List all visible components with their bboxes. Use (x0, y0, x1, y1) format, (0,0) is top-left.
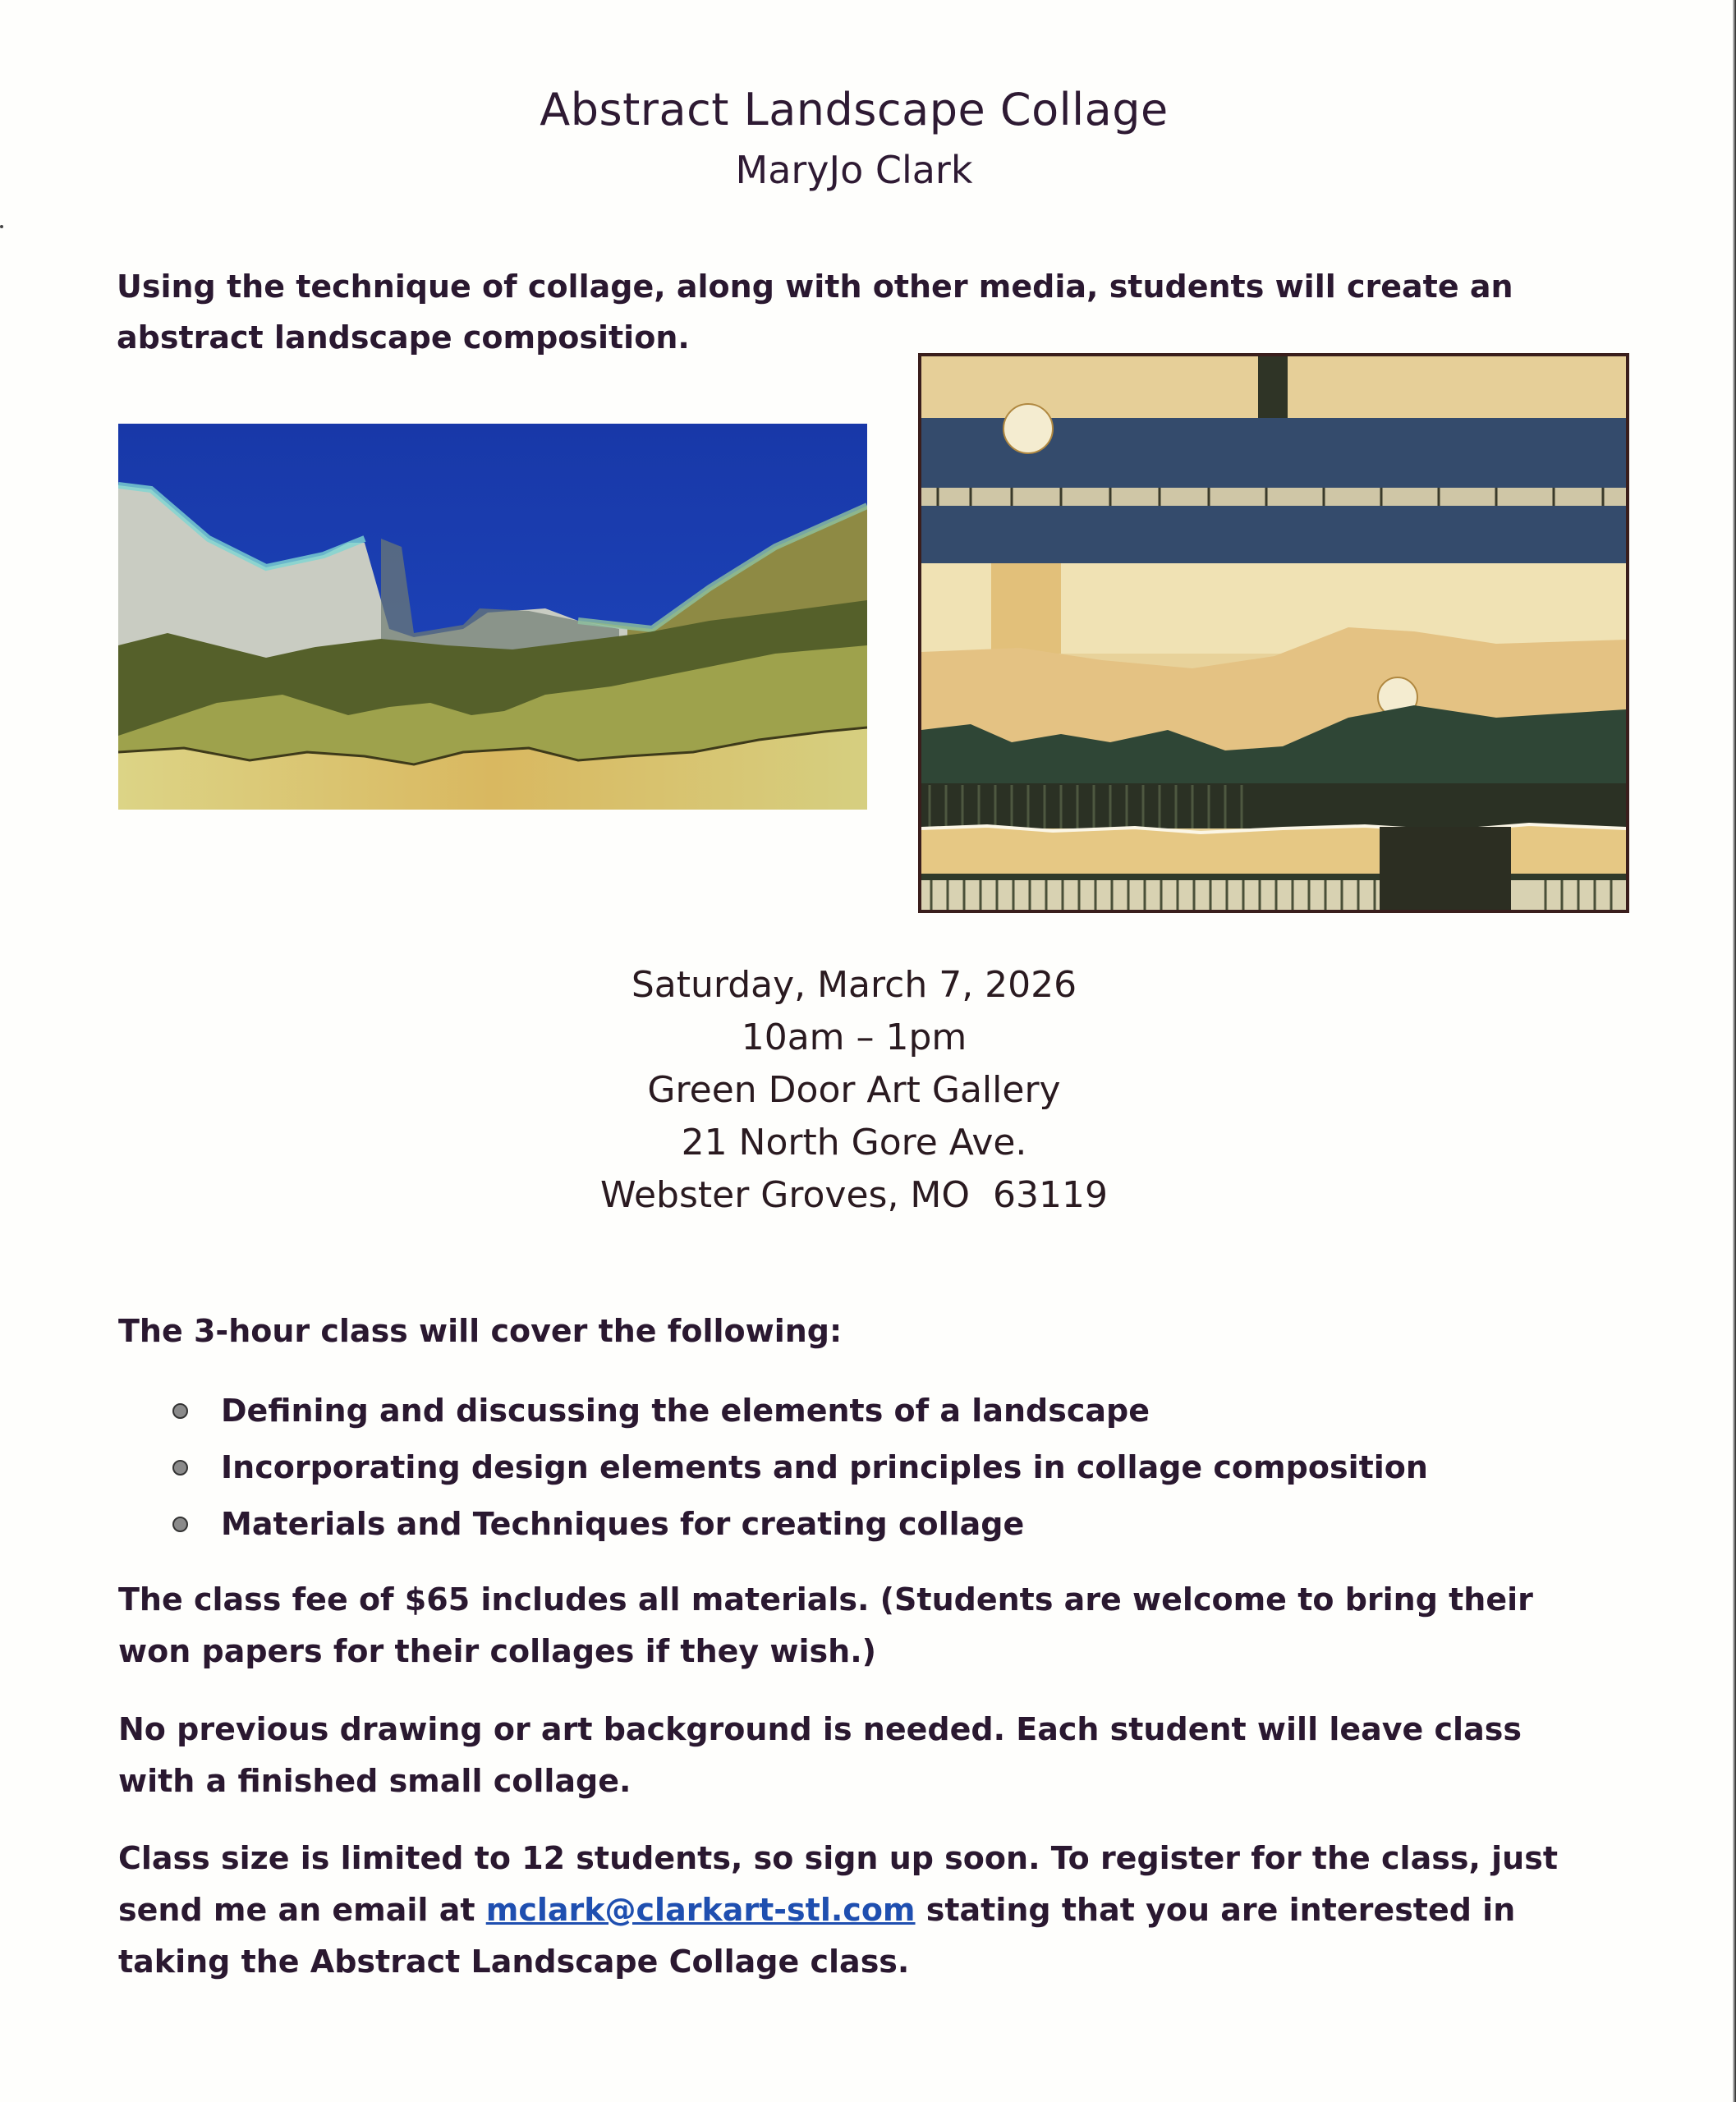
landscape-collage-image (118, 424, 867, 810)
event-details (0, 959, 1708, 1222)
topics-lead: The 3-hour class will cover the following: (118, 1313, 843, 1349)
bullet-icon (172, 1517, 188, 1532)
intro-paragraph: Using the technique of collage, along with other media, students will create an abstract landscape composition. (117, 268, 1513, 356)
list-item: Materials and Techniques for creating collage (172, 1496, 1428, 1553)
author-name: MaryJo Clark (735, 148, 973, 192)
event-street: 21 North Gore Ave. (681, 1122, 1027, 1163)
bullet-icon (172, 1403, 188, 1419)
paper-speck (0, 225, 3, 228)
event-city: Webster Groves, MO 63119 (600, 1174, 1108, 1216)
register-paragraph: Class size is limited to 12 students, so sign up soon. To register for the class, just send me an email at mclark@clarkart-stl.com stating that you are interested in taking the Abstract Landscape Collage class. (118, 1840, 1558, 1980)
bullet-icon (172, 1460, 188, 1476)
no-background-paragraph: No previous drawing or art background is needed. Each student will leave class with a finished small collage. (118, 1711, 1522, 1799)
abstract-stripe-collage-image (918, 353, 1629, 913)
list-item: Defining and discussing the elements of a landscape (172, 1383, 1428, 1439)
event-date: Saturday, March 7, 2026 (631, 964, 1077, 1006)
event-time: 10am – 1pm (741, 1017, 967, 1058)
topics-list (172, 1383, 1428, 1553)
list-item: Incorporating design elements and principles in collage composition (172, 1439, 1428, 1496)
fee-paragraph: The class fee of $65 includes all materials. (Students are welcome to bring their won papers for their collages if they wish.) (118, 1581, 1533, 1669)
page-edge (1733, 0, 1736, 2102)
email-link[interactable]: mclark@clarkart-stl.com (485, 1892, 916, 1928)
page-title: Abstract Landscape Collage (540, 84, 1169, 135)
event-venue: Green Door Art Gallery (647, 1069, 1061, 1111)
